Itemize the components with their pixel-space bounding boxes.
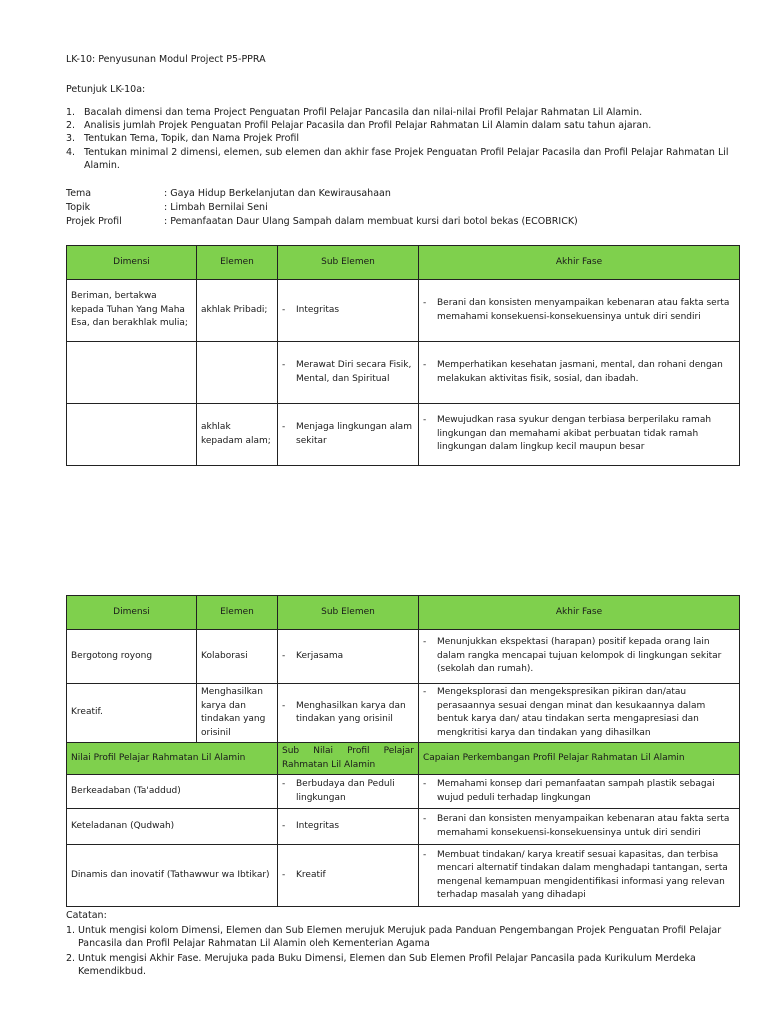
meta-label: Tema	[66, 188, 92, 199]
note-text: Untuk mengisi Akhir Fase. Merujuka pada Buku Dimensi, Elemen dan Sub Elemen Profil Pelajar Pancasila pada Kurikulum Merdeka Kemendikbud.	[78, 953, 696, 977]
cell-capaian: - Memahami konsep dari pemanfaatan sampah plastik sebagai wujud peduli terhadap lingkungan	[419, 775, 740, 809]
instruction-item	[66, 107, 746, 118]
table-row	[67, 775, 740, 809]
table-row	[67, 280, 740, 342]
instruction-text: Bacalah dimensi dan tema Project Penguatan Profil Pelajar Pancasila dan nilai-nilai Profil Pelajar Rahmatan Lil Alamin.	[84, 107, 643, 118]
header-akhir-fase: Akhir Fase	[419, 246, 740, 280]
capaian-text: Membuat tindakan/ karya kreatif sesuai kapasitas, dan terbisa mencari alternatif tindakan dalam menghadapi tantangan, serta mengenal kemampuan mengidentifikasi informasi yang relevan terhadap masalah yang dihadapi	[437, 849, 728, 900]
sub-nilai-text: Kreatif	[296, 869, 326, 880]
cell-akhir-fase: - Mewujudkan rasa syukur dengan terbiasa berperilaku ramah lingkungan dan memahami akibat perbuatan tidak ramah lingkungan dalam lingkup kecil maupun besar	[419, 404, 740, 466]
cell-sub-elemen: - Merawat Diri secara Fisik, Mental, dan Spiritual	[278, 342, 419, 404]
sub-elemen-text: Kerjasama	[296, 650, 344, 661]
cell-sub-nilai: - Kreatif	[278, 845, 419, 907]
akhir-fase-text: Memperhatikan kesehatan jasmani, mental, dan rohani dengan melakukan aktivitas fisik, sosial, dan ibadah.	[437, 360, 723, 384]
cell-sub-elemen: - Menjaga lingkungan alam sekitar	[278, 404, 419, 466]
cell-dimensi	[67, 342, 197, 404]
cell-dimensi: Beriman, bertakwa kepada Tuhan Yang Maha Esa, dan berakhlak mulia;	[67, 280, 197, 342]
instruction-number: 3.	[66, 133, 76, 144]
sub-elemen-text: Menghasilkan karya dan tindakan yang orisinil	[296, 700, 406, 724]
header-akhir-fase: Akhir Fase	[419, 596, 740, 630]
cell-nilai: Dinamis dan inovatif (Tathawwur wa Ibtikar)	[67, 845, 278, 907]
instruction-list	[66, 107, 746, 172]
note-number: 2.	[66, 953, 76, 964]
meta-value: : Gaya Hidup Berkelanjutan dan Kewirausahaan	[164, 188, 391, 199]
cell-elemen: akhlak kepadam alam;	[197, 404, 278, 466]
cell-sub-elemen: - Integritas	[278, 280, 419, 342]
cell-sub-elemen: - Menghasilkan karya dan tindakan yang orisinil	[278, 684, 419, 743]
cell-akhir-fase: - Berani dan konsisten menyampaikan kebenaran atau fakta serta memahami konsekuensi-konsekuensinya untuk diri sendiri	[419, 280, 740, 342]
instruction-number: 2.	[66, 120, 76, 131]
instruction-item	[66, 120, 746, 131]
profile-table-2	[66, 595, 740, 907]
sub-nilai-text: Berbudaya dan Peduli lingkungan	[296, 779, 395, 803]
sub-elemen-text: Merawat Diri secara Fisik, Mental, dan Spiritual	[296, 360, 412, 384]
header-capaian: Capaian Perkembangan Profil Pelajar Rahmatan Lil Alamin	[419, 743, 740, 775]
cell-dimensi: Bergotong royong	[67, 630, 197, 684]
meta-value: : Limbah Bernilai Seni	[164, 202, 268, 213]
table-header-row	[67, 596, 740, 630]
meta-row-topik	[66, 202, 578, 216]
instruction-text: Analisis jumlah Projek Penguatan Profil Pelajar Pacasila dan Profil Pelajar Rahmatan Lil Alamin dalam satu tahun ajaran.	[84, 120, 652, 131]
table-row	[67, 845, 740, 907]
header-sub-nilai: Sub Nilai Profil Pelajar Rahmatan Lil Alamin	[278, 743, 419, 775]
note-number: 1.	[66, 925, 76, 936]
cell-elemen: Menghasilkan karya dan tindakan yang orisinil	[197, 684, 278, 743]
meta-row-tema	[66, 188, 578, 202]
notes-section	[66, 910, 746, 978]
document-title: LK-10: Penyusunan Modul Project P5-PPRA	[66, 54, 266, 65]
sub-elemen-text: Menjaga lingkungan alam sekitar	[296, 422, 412, 446]
header-dimensi: Dimensi	[67, 596, 197, 630]
instruction-text: Tentukan minimal 2 dimensi, elemen, sub elemen dan akhir fase Projek Penguatan Profil Pelajar Pacasila dan Profil Pelajar Rahmatan Lil Alamin.	[84, 147, 729, 171]
catatan-label: Catatan:	[66, 910, 107, 921]
header-elemen: Elemen	[197, 246, 278, 280]
header-sub-elemen: Sub Elemen	[278, 246, 419, 280]
petunjuk-label: Petunjuk LK-10a:	[66, 84, 146, 95]
header-elemen: Elemen	[197, 596, 278, 630]
header-sub-elemen: Sub Elemen	[278, 596, 419, 630]
meta-value: : Pemanfaatan Daur Ulang Sampah dalam membuat kursi dari botol bekas (ECOBRICK)	[164, 216, 578, 227]
table-row	[67, 342, 740, 404]
cell-elemen: Kolaborasi	[197, 630, 278, 684]
cell-dimensi	[67, 404, 197, 466]
header-nilai: Nilai Profil Pelajar Rahmatan Lil Alamin	[67, 743, 278, 775]
project-meta	[66, 188, 578, 230]
table-row	[67, 684, 740, 743]
note-text: Untuk mengisi kolom Dimensi, Elemen dan Sub Elemen merujuk Merujuk pada Panduan Pengembangan Projek Penguatan Profil Pelajar Pancasila dan Profil Pelajar Rahmatan Lil Alamin oleh Kementerian Agama	[78, 925, 722, 949]
note-item	[66, 924, 746, 950]
sub-nilai-text: Integritas	[296, 820, 340, 831]
profile-table-1	[66, 245, 740, 466]
akhir-fase-text: Mewujudkan rasa syukur dengan terbiasa berperilaku ramah lingkungan dan memahami akibat perbuatan tidak ramah lingkungan dalam lingkup kecil maupun besar	[437, 415, 712, 453]
cell-nilai: Keteladanan (Qudwah)	[67, 809, 278, 845]
cell-capaian: - Berani dan konsisten menyampaikan kebenaran atau fakta serta memahami konsekuensi-konsekuensinya untuk diri sendiri	[419, 809, 740, 845]
cell-elemen: akhlak Pribadi;	[197, 280, 278, 342]
cell-akhir-fase: - Menunjukkan ekspektasi (harapan) positif kepada orang lain dalam rangka mencapai tujuan kelompok di lingkungan sekitar (sekolah dan rumah).	[419, 630, 740, 684]
table-row	[67, 809, 740, 845]
instruction-item	[66, 146, 746, 172]
table-row	[67, 404, 740, 466]
cell-elemen	[197, 342, 278, 404]
sub-elemen-text: Integritas	[296, 304, 340, 315]
cell-dimensi: Kreatif.	[67, 684, 197, 743]
meta-row-projek	[66, 216, 578, 230]
akhir-fase-text: Menunjukkan ekspektasi (harapan) positif kepada orang lain dalam rangka mencapai tujuan kelompok di lingkungan sekitar (sekolah dan rumah).	[437, 637, 722, 675]
cell-akhir-fase: - Mengeksplorasi dan mengekspresikan pikiran dan/atau perasaannya sesuai dengan minat dan kesukaannya dalam bentuk karya dan/ atau tindakan serta mengapresiasi dan mengkritisi karya dan tindakan yang dihasilkan	[419, 684, 740, 743]
note-item	[66, 952, 746, 978]
capaian-text: Berani dan konsisten menyampaikan kebenaran atau fakta serta memahami konsekuensi-konsekuensinya untuk diri sendiri	[437, 814, 730, 838]
table-header-row	[67, 246, 740, 280]
table-row	[67, 630, 740, 684]
instruction-item	[66, 133, 746, 144]
table-subheader-row	[67, 743, 740, 775]
cell-sub-nilai: - Integritas	[278, 809, 419, 845]
instruction-number: 1.	[66, 107, 76, 118]
meta-label: Topik	[66, 202, 91, 213]
meta-label: Projek Profil	[66, 216, 122, 227]
cell-sub-nilai: - Berbudaya dan Peduli lingkungan	[278, 775, 419, 809]
cell-akhir-fase: - Memperhatikan kesehatan jasmani, mental, dan rohani dengan melakukan aktivitas fisik, sosial, dan ibadah.	[419, 342, 740, 404]
instruction-number: 4.	[66, 147, 76, 158]
instruction-text: Tentukan Tema, Topik, dan Nama Projek Profil	[84, 133, 300, 144]
akhir-fase-text: Mengeksplorasi dan mengekspresikan pikiran dan/atau perasaannya sesuai dengan minat dan kesukaannya dalam bentuk karya dan/ atau tindakan serta mengapresiasi dan mengkritisi karya dan tindakan yang dihasilkan	[437, 687, 706, 738]
capaian-text: Memahami konsep dari pemanfaatan sampah plastik sebagai wujud peduli terhadap lingkungan	[437, 779, 715, 803]
cell-sub-elemen: - Kerjasama	[278, 630, 419, 684]
akhir-fase-text: Berani dan konsisten menyampaikan kebenaran atau fakta serta memahami konsekuensi-konsekuensinya untuk diri sendiri	[437, 298, 730, 322]
header-dimensi: Dimensi	[67, 246, 197, 280]
cell-capaian: - Membuat tindakan/ karya kreatif sesuai kapasitas, dan terbisa mencari alternatif tindakan dalam menghadapi tantangan, serta mengenal kemampuan mengidentifikasi informasi yang relevan terhadap masalah yang dihadapi	[419, 845, 740, 907]
cell-nilai: Berkeadaban (Ta'addud)	[67, 775, 278, 809]
